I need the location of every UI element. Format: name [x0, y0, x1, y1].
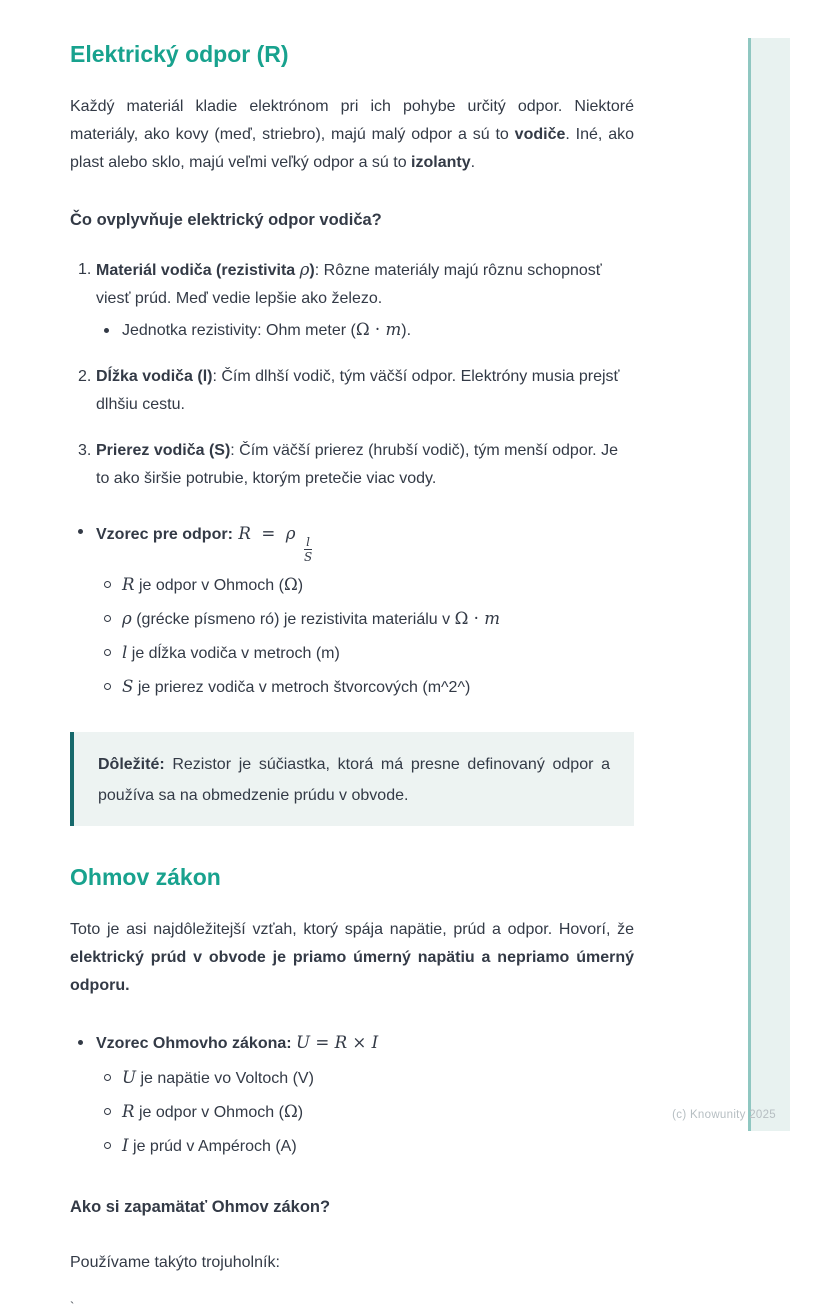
resistance-formula — [237, 524, 313, 565]
circle-bullet-icon — [104, 1132, 122, 1160]
stray-backtick: ` — [70, 1298, 75, 1314]
list-item-U-definition — [96, 1064, 634, 1093]
numbered-list-factors — [70, 256, 634, 493]
list-item-resistivity-unit — [96, 316, 634, 345]
list-item-R-definition — [96, 1098, 634, 1127]
callout-important — [70, 732, 634, 826]
list-item-text: R je odpor v Ohmoch (Ω) — [122, 574, 304, 594]
bullet-list-ohm-formula — [70, 1029, 634, 1161]
triangle-paragraph: Používame takýto trojuholník: — [70, 1253, 280, 1271]
bullet-list-resistance-formula — [70, 517, 634, 702]
list-item-ohm-formula — [70, 1029, 634, 1161]
circle-bullet-icon — [104, 639, 122, 667]
list-item-body — [96, 256, 634, 345]
math-var-rho: ρ — [285, 524, 296, 543]
list-item-rho-definition — [96, 605, 634, 634]
list-item-text: ρ (grécke písmeno ró) je rezistivita materiálu v Ω · m — [122, 608, 500, 628]
watermark: (c) Knowunity 2025 — [672, 1109, 776, 1121]
list-item-text: Jednotka rezistivity: Ohm meter (Ω · m). — [122, 320, 412, 339]
bullet-icon — [78, 517, 96, 545]
nested-circle-list — [96, 571, 634, 702]
list-item-text: I je prúd v Ampéroch (A) — [122, 1135, 297, 1155]
bullet-icon — [104, 316, 122, 344]
ohm-formula: U = R × I — [296, 1032, 379, 1052]
formula-label: Vzorec pre odpor: — [96, 526, 238, 543]
document-content — [70, 0, 634, 1314]
fraction-l-over-S — [304, 535, 312, 565]
list-item-resistance-formula — [70, 517, 634, 702]
list-item-body — [96, 517, 634, 702]
circle-bullet-icon — [104, 1098, 122, 1126]
list-item-text: Dĺžka vodiča (l): Čím dlhší vodič, tým väčší odpor. Elektróny musia prejsť dlhšiu cestu. — [96, 368, 620, 413]
fraction-denominator: S — [303, 550, 313, 565]
circle-bullet-icon — [104, 571, 122, 599]
math-var-R: R — [238, 524, 251, 543]
ohms-law-paragraph: Toto je asi najdôležitejší vzťah, ktorý spája napätie, prúd a odpor. Hovorí, že elektrický prúd v obvode je priamo úmerný napätiu a nepriamo úmerný odporu. — [70, 920, 634, 994]
list-item-text: l je dĺžka vodiča v metroch (m) — [122, 642, 340, 662]
equals-sign: = — [261, 524, 276, 543]
list-number: 3. — [78, 442, 92, 459]
fraction-numerator: l — [306, 535, 310, 549]
list-item-material — [70, 256, 634, 345]
list-item-R-definition — [96, 571, 634, 600]
list-item-length — [70, 363, 634, 419]
subheading-factors: Čo ovplyvňuje elektrický odpor vodiča? — [70, 211, 382, 229]
list-item-I-definition — [96, 1132, 634, 1161]
bullet-icon — [78, 1029, 96, 1057]
nested-bullet-list — [96, 316, 634, 345]
list-number: 2. — [78, 368, 92, 385]
heading-ohms-law: Ohmov zákon — [70, 863, 221, 890]
circle-bullet-icon — [104, 673, 122, 701]
formula-label: Vzorec Ohmovho zákona: — [96, 1034, 297, 1052]
list-item-body — [96, 1029, 634, 1161]
list-item-text: R je odpor v Ohmoch (Ω) — [122, 1101, 304, 1121]
list-item-text: Materiál vodiča (rezistivita ρ): Rôzne materiály majú rôznu schopnosť viesť prúd. Meď vedie lepšie ako železo. — [96, 260, 602, 307]
callout-text: Dôležité: Rezistor je súčiastka, ktorá má presne definovaný odpor a používa sa na obmedzenie prúdu v obvode. — [98, 755, 610, 804]
list-item-text: S je prierez vodiča v metroch štvorcových (m^2^) — [122, 676, 471, 696]
subheading-remember: Ako si zapamätať Ohmov zákon? — [70, 1197, 331, 1216]
circle-bullet-icon — [104, 1064, 122, 1092]
circle-bullet-icon — [104, 605, 122, 633]
list-item-cross-section — [70, 437, 634, 493]
list-item-text: Prierez vodiča (S): Čím väčší prierez (hrubší vodič), tým menší odpor. Je to ako širšie potrubie, ktorým pretečie viac vody. — [96, 442, 618, 487]
list-item-text: U je napätie vo Voltoch (V) — [122, 1067, 314, 1087]
heading-electrical-resistance: Elektrický odpor (R) — [70, 41, 289, 67]
intro-paragraph: Každý materiál kladie elektrónom pri ich pohybe určitý odpor. Niektoré materiály, ako kovy (meď, striebro), majú malý odpor a sú to vodiče. Iné, ako plast alebo sklo, majú veľmi veľký odpor a sú to izolanty. — [70, 98, 634, 171]
list-item-l-definition — [96, 639, 634, 668]
page-edge-stripe — [748, 38, 790, 1131]
list-item-S-definition — [96, 673, 634, 702]
nested-circle-list — [96, 1064, 634, 1161]
list-number: 1. — [78, 261, 92, 278]
